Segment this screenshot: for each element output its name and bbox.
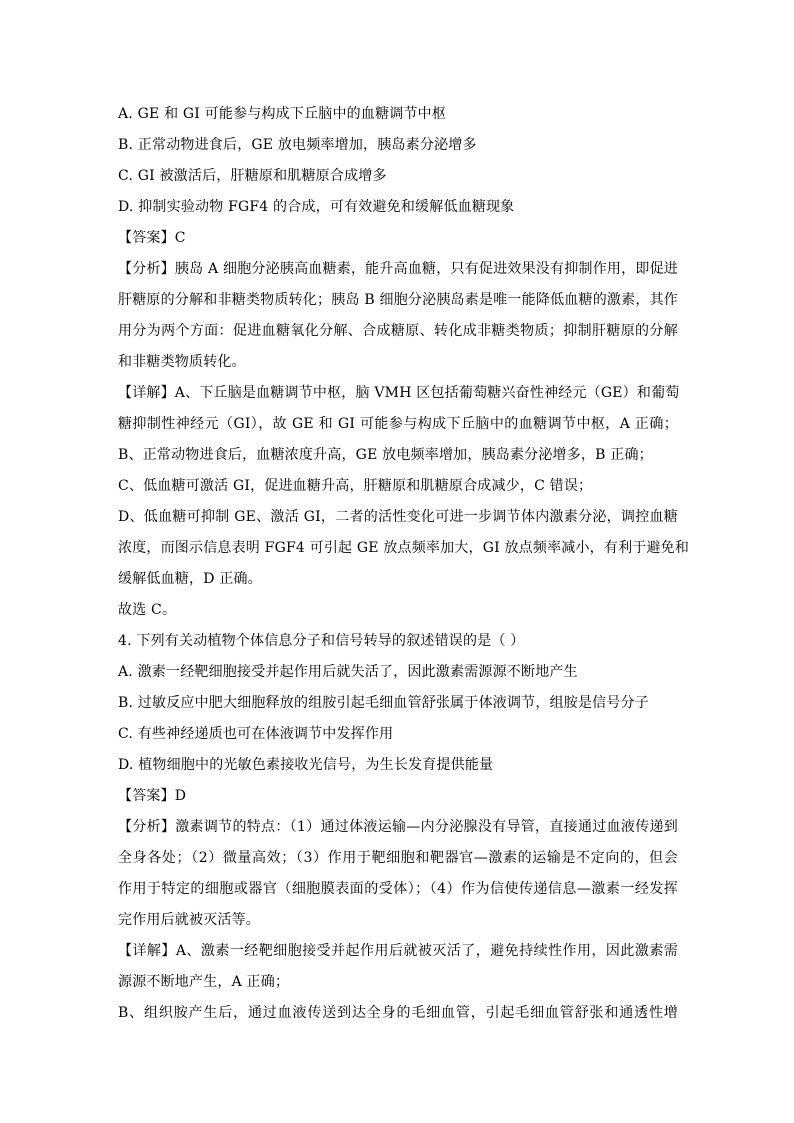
analysis-line: 作用于特定的细胞或器官（细胞膜表面的受体）；（4）作为信使传递信息—激素一经发挥 <box>118 881 678 897</box>
explanation-line: 浓度，而图示信息表明 FGF4 可引起 GE 放点频率加大，GI 放点频率减小，有利于避免和 <box>118 540 690 556</box>
explanation-line: B、组织胺产生后，通过血液传送到达全身的毛细血管，引起毛细血管舒张和通透性增 <box>118 1005 678 1021</box>
option-c: C. 有些神经递质也可在体液调节中发挥作用 <box>118 726 394 742</box>
option-b: B. 过敏反应中肥大细胞释放的组胺引起毛细血管舒张属于体液调节，组胺是信号分子 <box>118 695 649 711</box>
answer-label: 【答案】C <box>118 230 186 246</box>
analysis-line: 【分析】胰岛 A 细胞分泌胰高血糖素，能升高血糖，只有促进效果没有抑制作用，即促进 <box>118 261 678 277</box>
analysis-line: 【分析】激素调节的特点：（1）通过体液运输—内分泌腺没有导管，直接通过血液传递到 <box>118 819 678 835</box>
explanation-line: D、低血糖可抑制 GE、激活 GI，二者的活性变化可进一步调节体内激素分泌，调控血糖 <box>118 509 678 525</box>
option-a: A. 激素一经靶细胞接受并起作用后就失活了，因此激素需源源不断地产生 <box>118 664 578 680</box>
option-d: D. 抑制实验动物 FGF4 的合成，可有效避免和缓解低血糖现象 <box>118 199 515 215</box>
explanation-line: C、低血糖可激活 GI，促进血糖升高，肝糖原和肌糖原合成减少，C 错误； <box>118 478 593 494</box>
explanation-line: B、正常动物进食后，血糖浓度升高，GE 放电频率增加，胰岛素分泌增多，B 正确； <box>118 447 653 463</box>
explanation-line: 源源不断地产生，A 正确； <box>118 974 290 990</box>
analysis-line: 和非糖类物质转化。 <box>118 354 246 370</box>
analysis-line: 全身各处；（2）微量高效；（3）作用于靶细胞和靶器官—激素的运输是不定向的，但会 <box>118 850 678 866</box>
question-4: 4. 下列有关动植物个体信息分子和信号转导的叙述错误的是（ ） <box>118 633 525 649</box>
explanation-line: 糖抑制性神经元（GI），故 GE 和 GI 可能参与构成下丘脑中的血糖调节中枢，A 正确； <box>118 416 678 432</box>
explanation-line: 【详解】A、激素一经靶细胞接受并起作用后就被灭活了，避免持续性作用，因此激素需 <box>118 943 678 959</box>
option-d: D. 植物细胞中的光敏色素接收光信号，为生长发育提供能量 <box>118 757 494 773</box>
analysis-line: 用分为两个方面：促进血糖氧化分解、合成糖原、转化成非糖类物质；抑制肝糖原的分解 <box>118 323 678 339</box>
answer-label: 【答案】D <box>118 788 187 804</box>
analysis-line: 肝糖原的分解和非糖类物质转化；胰岛 B 细胞分泌胰岛素是唯一能降低血糖的激素，其作 <box>118 292 678 308</box>
option-a: A. GE 和 GI 可能参与构成下丘脑中的血糖调节中枢 <box>118 106 447 122</box>
option-c: C. GI 被激活后，肝糖原和肌糖原合成增多 <box>118 168 387 184</box>
conclusion-line: 故选 C。 <box>118 602 177 618</box>
option-b: B. 正常动物进食后，GE 放电频率增加，胰岛素分泌增多 <box>118 137 477 153</box>
explanation-line: 缓解低血糖，D 正确。 <box>118 571 262 587</box>
explanation-line: 【详解】A、下丘脑是血糖调节中枢，脑 VMH 区包括葡萄糖兴奋性神经元（GE）和葡萄 <box>118 385 680 401</box>
analysis-line: 完作用后就被灭活等。 <box>118 912 260 928</box>
